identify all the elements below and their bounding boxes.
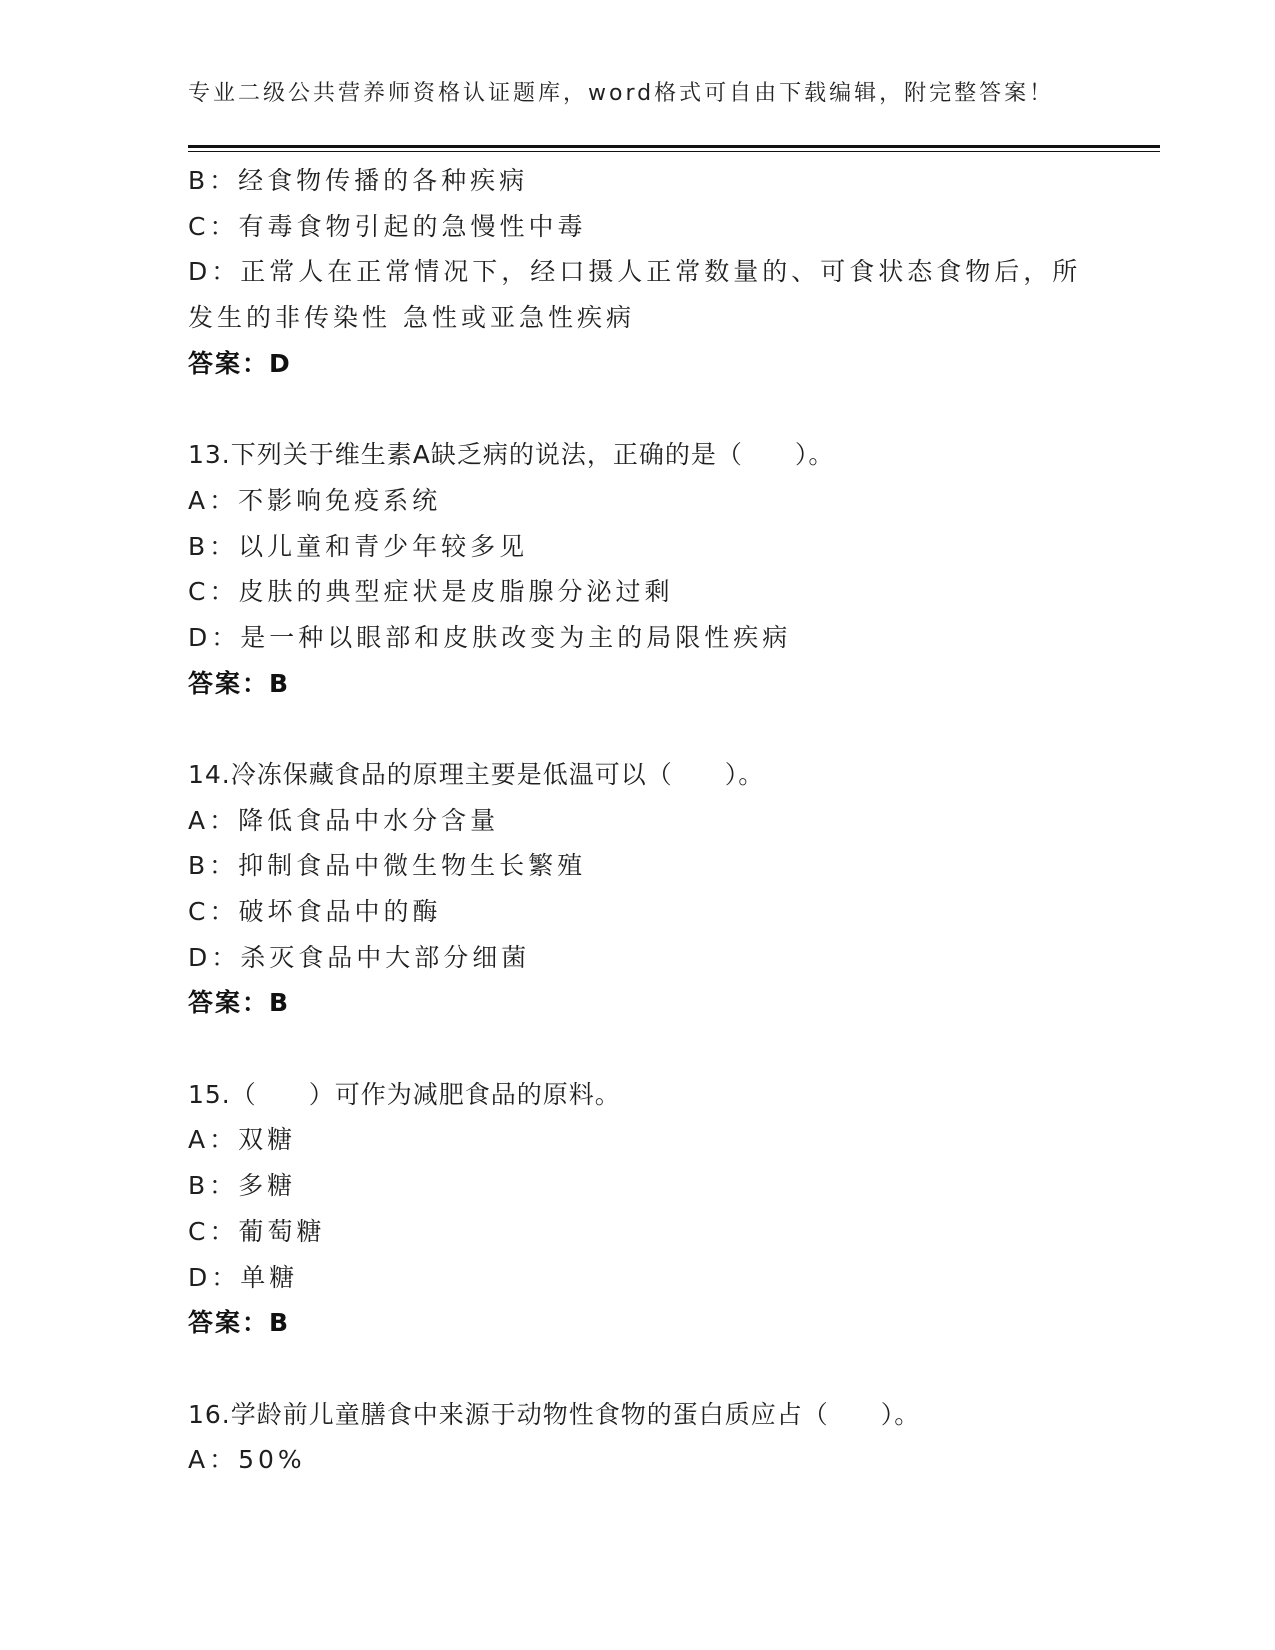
question-block-12 [188,158,1088,386]
option-b: B：经食物传播的各种疾病 [188,166,529,195]
option-c: C：葡萄糖 [188,1216,326,1246]
question-text: 15.（ ）可作为减肥食品的原料。 [188,1079,621,1109]
question-block-13 [188,432,1088,706]
option-d: D：单糖 [188,1262,299,1292]
question-text: 16.学龄前儿童膳食中来源于动物性食物的蛋白质应占（ ）。 [188,1399,921,1429]
header-divider-thick [188,145,1160,148]
option-a: A：不影响免疫系统 [188,485,442,515]
question-block-16 [188,1392,1088,1483]
header-divider-thin [188,151,1160,152]
option-a: A：降低食品中水分含量 [188,805,500,835]
spacer [188,706,1088,752]
spacer [188,1346,1088,1392]
spacer [188,386,1088,432]
option-b: B：以儿童和青少年较多见 [188,531,529,561]
question-text: 13.下列关于维生素A缺乏病的说法，正确的是（ ）。 [188,440,835,470]
answer-label: 答案：B [188,1308,291,1338]
question-block-15 [188,1072,1088,1346]
option-a: A：50% [188,1445,306,1475]
option-b: B：抑制食品中微生物生长繁殖 [188,851,587,881]
option-d: D：正常人在正常情况下，经口摄人正常数量的、可食状态食物后，所 [188,257,1082,287]
question-text: 14.冷冻保藏食品的原理主要是低温可以（ ）。 [188,759,765,789]
question-block-14 [188,752,1088,1026]
option-b: B：多糖 [188,1171,297,1201]
option-d-continued: 发生的非传染性 急性或亚急性疾病 [188,303,635,333]
page-header: 专业二级公共营养师资格认证题库，word格式可自由下载编辑，附完整答案！ [188,81,1055,106]
option-c: C：有毒食物引起的急慢性中毒 [188,211,587,241]
spacer [188,1026,1088,1072]
answer-label: 答案：B [188,668,291,698]
option-d: D：是一种以眼部和皮肤改变为主的局限性疾病 [188,622,792,652]
option-a: A：双糖 [188,1125,297,1155]
answer-label: 答案：D [188,348,292,378]
option-c: C：破坏食品中的酶 [188,897,442,926]
option-d: D：杀灭食品中大部分细菌 [188,942,531,972]
answer-label: 答案：B [188,988,291,1018]
option-c: C：皮肤的典型症状是皮脂腺分泌过剩 [188,577,674,607]
question-list [188,158,1088,1483]
